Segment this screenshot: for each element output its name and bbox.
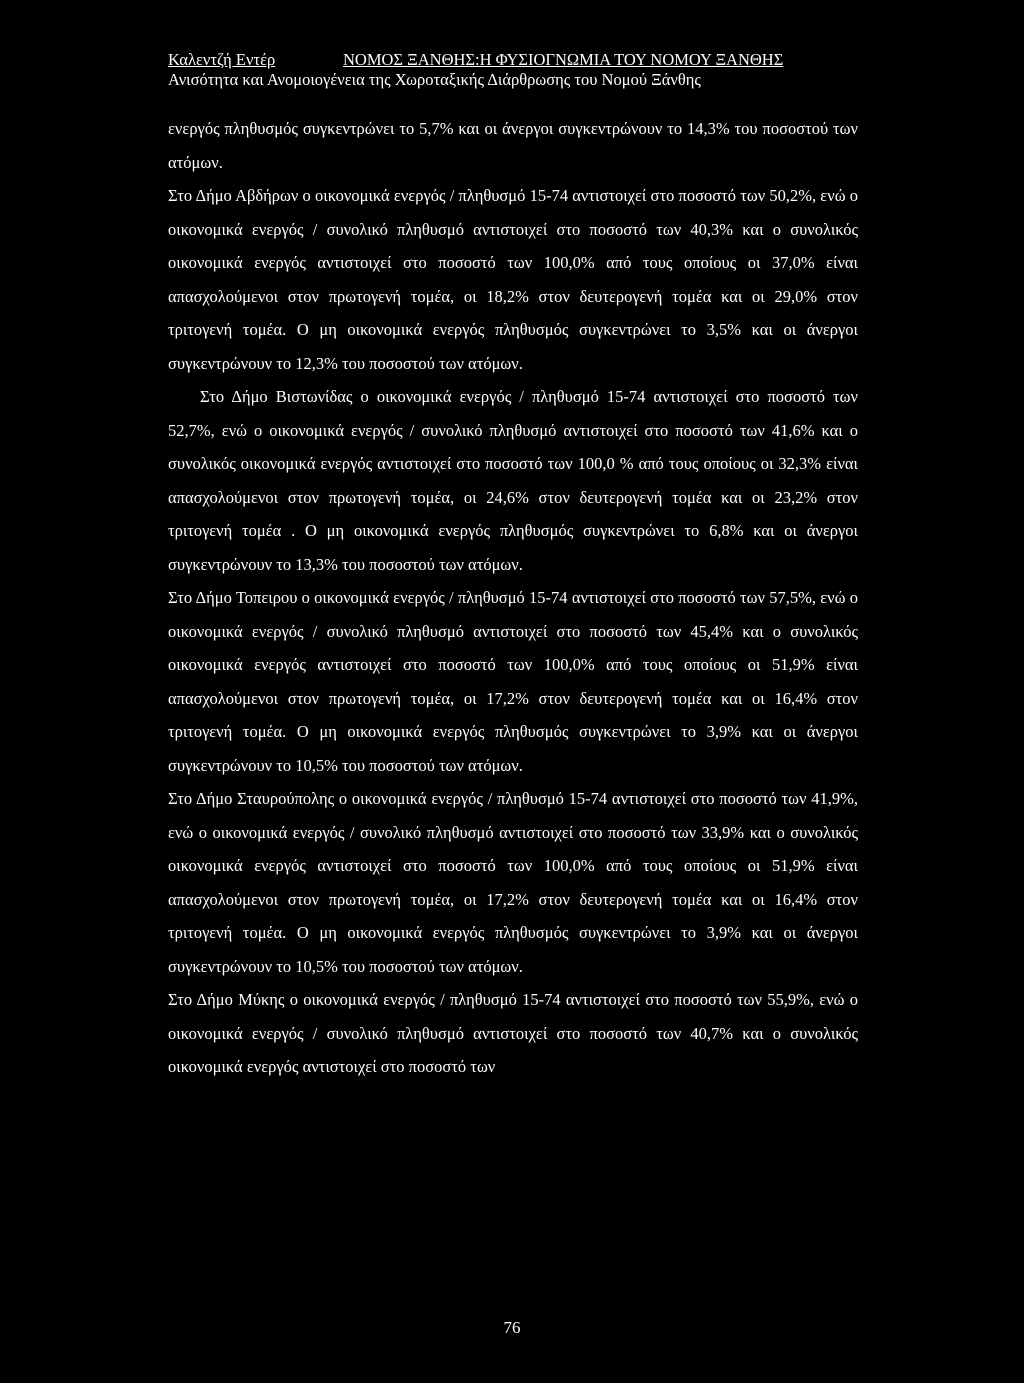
paragraph-topeiros: Στο Δήμο Τοπειρου ο οικονομικά ενεργός / πληθυσμό 15-74 αντιστοιχεί στο ποσοστό των 57,5%, ενώ ο οικονομικά ενεργός / συνολικό πληθυσμό αντιστοιχεί στο ποσοστό των 45,4% και ο συνολικός οικονομικά ενεργός αντιστοιχεί στο ποσοστό των 100,0% από τους οποίους οι 51,9% είναι απασχολούμενοι στον πρωτογενή τομέα, οι 17,2% στον δευτερογενή τομέα και οι 16,4% στον τριτογενή τομέα. Ο μη οικονομικά ενεργός πληθυσμός συγκεντρώνει το 3,9% και οι άνεργοι συγκεντρώνουν το 10,5% του ποσοστού των ατόμων. [168,588,858,775]
paragraph-vistonida: Στο Δήμο Βιστωνίδας ο οικονομικά ενεργός / πληθυσμό 15-74 αντιστοιχεί στο ποσοστό των 52,7%, ενώ ο οικονομικά ενεργός / συνολικό πληθυσμό αντιστοιχεί στο ποσοστό των 41,6% και ο συνολικός οικονομικά ενεργός αντιστοιχεί στο ποσοστό των 100,0 % από τους οποίους οι 32,3% είναι απασχολούμενοι στον πρωτογενή τομέα, οι 24,6% στον δευτερογενή τομέα και οι 23,2% στον τριτογενή τομέα . Ο μη οικονομικά ενεργός πληθυσμός συγκεντρώνει το 6,8% και οι άνεργοι συγκεντρώνουν το 13,3% του ποσοστού των ατόμων. [168,387,858,574]
page-number: 76 [503,1318,521,1337]
header-title: ΝΟΜΟΣ ΞΑΝΘΗΣ:Η ΦΥΣΙΟΓΝΩΜΙΑ ΤΟΥ ΝΟΜΟΥ ΞΑΝΘΗΣ [343,50,784,69]
header-author: Καλεντζή Εντέρ [168,50,276,69]
paragraph-myki: Στο Δήμο Μύκης ο οικονομικά ενεργός / πληθυσμό 15-74 αντιστοιχεί στο ποσοστό των 55,9%, ενώ ο οικονομικά ενεργός / συνολικό πληθυσμό αντιστοιχεί στο ποσοστό των 40,7% και ο συνολικός οικονομικά ενεργός αντιστοιχεί στο ποσοστό των [168,990,858,1076]
header-subtitle: Ανισότητα και Ανομοιογένεια της Χωροταξικής Διάρθρωσης του Νομού Ξάνθης [168,70,701,89]
paragraph-stavroupoli: Στο Δήμο Σταυρούπολης ο οικονομικά ενεργός / πληθυσμό 15-74 αντιστοιχεί στο ποσοστό των 41,9%, ενώ ο οικονομικά ενεργός / συνολικό πληθυσμό αντιστοιχεί στο ποσοστό των 33,9% και ο συνολικός οικονομικά ενεργός αντιστοιχεί στο ποσοστό των 100,0% από τους οποίους οι 51,9% είναι απασχολούμενοι στον πρωτογενή τομέα, οι 17,2% στον δευτερογενή τομέα και οι 16,4% στον τριτογενή τομέα. Ο μη οικονομικά ενεργός πληθυσμός συγκεντρώνει το 3,9% και οι άνεργοι συγκεντρώνουν το 10,5% του ποσοστού των ατόμων. [168,789,858,976]
header-line-1 [168,50,868,70]
paragraph-avdira: Στο Δήμο Αβδήρων ο οικονομικά ενεργός / πληθυσμό 15-74 αντιστοιχεί στο ποσοστό των 50,2%, ενώ ο οικονομικά ενεργός / συνολικό πληθυσμό αντιστοιχεί στο ποσοστό των 40,3% και ο συνολικός οικονομικά ενεργός αντιστοιχεί στο ποσοστό των 100,0% από τους οποίους οι 37,0% είναι απασχολούμενοι στον πρωτογενή τομέα, οι 18,2% στον δευτερογενή τομέα και οι 29,0% στον τριτογενή τομέα. Ο μη οικονομικά ενεργός πληθυσμός συγκεντρώνει το 3,5% και οι άνεργοι συγκεντρώνουν το 12,3% του ποσοστού των ατόμων. [168,186,858,373]
document-body [168,112,858,1084]
page-header [168,50,868,90]
paragraph-continuation: ενεργός πληθυσμός συγκεντρώνει το 5,7% και οι άνεργοι συγκεντρώνουν το 14,3% του ποσοστού των ατόμων. [168,119,858,172]
